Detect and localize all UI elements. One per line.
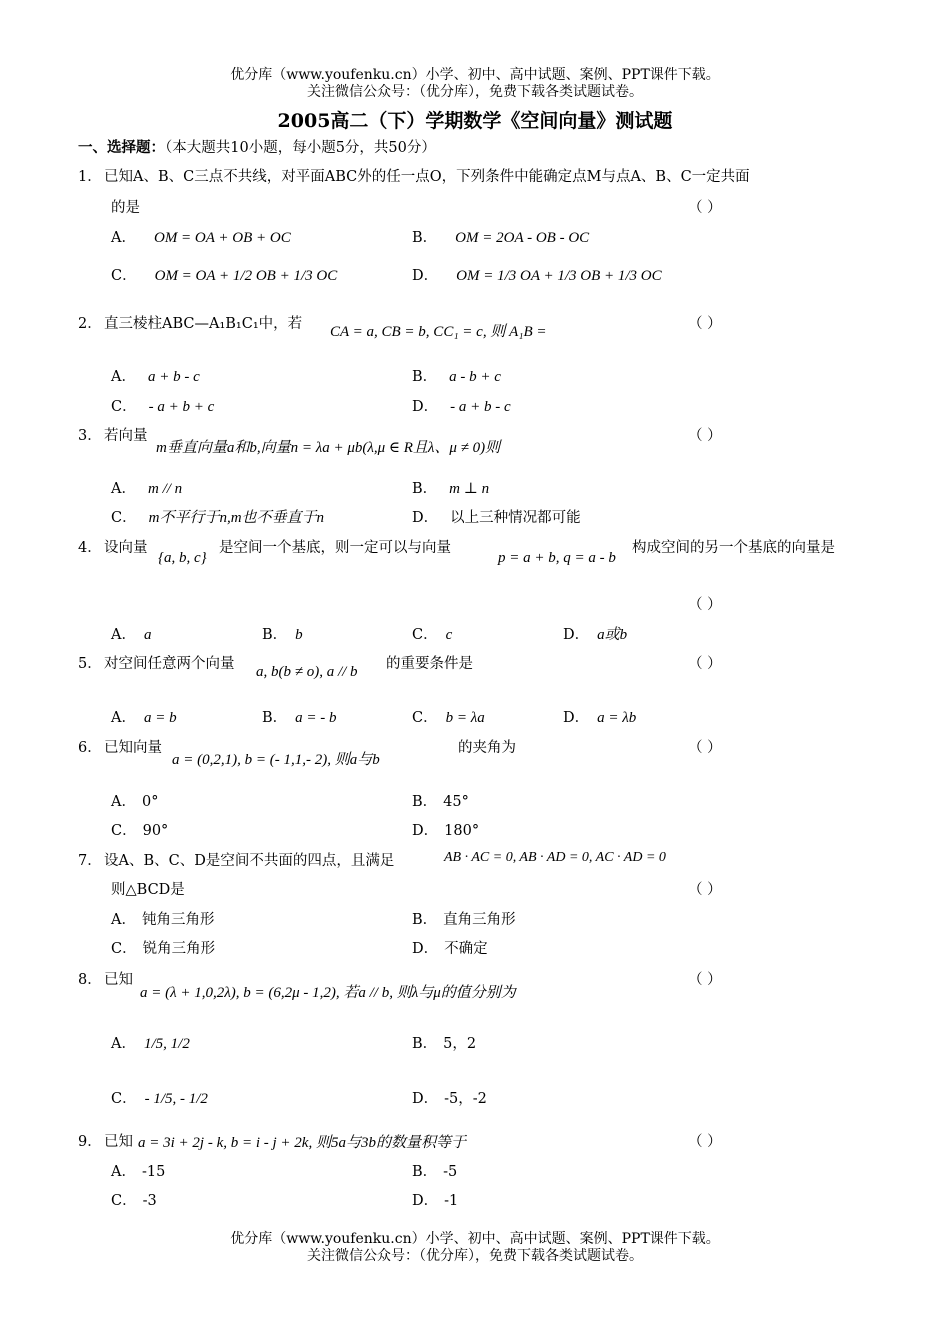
footer-line-2: 关注微信公众号：（优分库），免费下载各类试题试卷。 <box>307 1248 643 1264</box>
option-b-text: 5，2 <box>443 1036 477 1052</box>
option-b-text: 45° <box>443 794 469 810</box>
option-c: C． m不平行于n,m也不垂直于n <box>111 510 325 526</box>
option-c-text: 90° <box>142 823 169 839</box>
question-math: m垂直向量a和b,向量n = λa + μb(λ,μ ∈ R且λ、μ ≠ 0)则 <box>156 440 501 456</box>
option-c-math: - 1/5, - 1/2 <box>144 1091 208 1107</box>
answer-paren: （ ） <box>688 200 722 216</box>
answer-paren: （ ） <box>688 882 722 898</box>
option-c-math: m不平行于n,m也不垂直于n <box>148 510 325 526</box>
option-d-text: 180° <box>444 823 480 839</box>
option-b: B． -5 <box>412 1164 458 1180</box>
answer-paren: （ ） <box>688 740 722 756</box>
option-c-math: - a + b + c <box>148 399 215 415</box>
question-stem: 设向量 <box>104 540 148 556</box>
option-d: D． 180° <box>412 823 480 839</box>
option-a: A． OM = OA + OB + OC <box>111 230 291 246</box>
question-stem: 已知 <box>104 972 133 988</box>
option-c: C． 90° <box>111 823 169 839</box>
option-c-text: 锐角三角形 <box>142 941 216 957</box>
question-number: 6． <box>78 740 102 756</box>
section-note: （本大题共10小题，每小题5分，共50分） <box>165 140 436 156</box>
option-c-text: -3 <box>142 1193 157 1209</box>
question-math-1: {a, b, c} <box>158 550 207 566</box>
option-b-math: OM = 2OA - OB - OC <box>455 230 590 246</box>
option-d: D． -1 <box>412 1193 459 1209</box>
question-stem: 已知向量 <box>104 740 162 756</box>
footer-line-1: 优分库（www.youfenku.cn）小学、初中、高中试题、案例、PPT课件下载。 <box>230 1231 720 1247</box>
question-stem-cont: 的是 <box>111 200 140 216</box>
question-math: a = 3i + 2j - k, b = i - j + 2k, 则5a与3b的数量积等于 <box>138 1135 466 1151</box>
option-a: A． a = b <box>111 710 177 726</box>
answer-paren: （ ） <box>688 656 722 672</box>
option-a-math: 1/5, 1/2 <box>143 1036 190 1052</box>
option-c: C． OM = OA + 1/2 OB + 1/3 OC <box>111 268 338 284</box>
option-d-text: -1 <box>444 1193 459 1209</box>
option-a-math: a = b <box>143 710 177 726</box>
option-c-math: c <box>445 627 453 643</box>
question-stem: 设A、B、C、D是空间不共面的四点，且满足 <box>104 853 395 869</box>
question-stem-mid: 是空间一个基底，则一定可以与向量 <box>219 540 451 556</box>
question-math: a, b(b ≠ o), a // b <box>256 664 358 680</box>
question-number: 5． <box>78 656 102 672</box>
answer-paren: （ ） <box>688 1134 722 1150</box>
option-c: C． b = λa <box>412 710 485 726</box>
question-stem: 已知A、B、C三点不共线，对平面ABC外的任一点O，下列条件中能确定点M与点A、B、C一定共面 <box>104 169 750 185</box>
question-stem: 对空间任意两个向量 <box>104 656 235 672</box>
option-c: C． 锐角三角形 <box>111 941 216 957</box>
header-line-1: 优分库（www.youfenku.cn）小学、初中、高中试题、案例、PPT课件下载。 <box>230 67 720 83</box>
option-c-math: OM = OA + 1/2 OB + 1/3 OC <box>154 268 338 284</box>
answer-paren: （ ） <box>688 972 722 988</box>
question-math: CA = a, CB = b, CC₁ = c, 则 A₁B = <box>330 324 547 340</box>
option-a-math: a + b - c <box>147 369 200 385</box>
option-b-text: 直角三角形 <box>443 912 516 928</box>
question-number: 1． <box>78 169 102 185</box>
option-b: B． 直角三角形 <box>412 912 516 928</box>
option-b: B． OM = 2OA - OB - OC <box>412 230 590 246</box>
option-a-math: m // n <box>147 481 183 497</box>
question-stem-end: 的夹角为 <box>458 740 516 756</box>
option-b-math: m ⊥ n <box>449 481 490 497</box>
option-d: D． -5，-2 <box>412 1091 487 1107</box>
question-math: AB · AC = 0, AB · AD = 0, AC · AD = 0 <box>444 850 666 865</box>
option-c: C． c <box>412 627 453 643</box>
answer-paren: （ ） <box>688 428 722 444</box>
question-stem-cont: 则△BCD是 <box>111 882 185 898</box>
question-number: 4． <box>78 540 102 556</box>
option-d-text: 以上三种情况都可能 <box>450 510 581 526</box>
question-number: 9． <box>78 1134 102 1150</box>
option-d-text: 不确定 <box>444 941 488 957</box>
option-d: D． - a + b - c <box>412 399 511 415</box>
question-stem: 已知 <box>104 1134 133 1150</box>
option-a: A． a <box>111 627 152 643</box>
answer-paren: （ ） <box>688 316 722 332</box>
option-d-math: a或b <box>597 627 628 643</box>
option-a-text: 0° <box>141 794 159 810</box>
question-stem-end: 构成空间的另一个基底的向量是 <box>632 540 835 556</box>
section-heading <box>78 136 436 157</box>
section-label: 一、选择题： <box>78 139 165 156</box>
option-d: D． OM = 1/3 OA + 1/3 OB + 1/3 OC <box>412 268 662 284</box>
option-a-math: OM = OA + OB + OC <box>153 230 291 246</box>
question-stem: 直三棱柱ABC—A₁B₁C₁中，若 <box>104 316 303 332</box>
option-a-math: a <box>143 627 152 643</box>
option-b: B． m ⊥ n <box>412 481 490 497</box>
question-math-2: p = a + b, q = a - b <box>498 550 616 566</box>
option-b: B． 45° <box>412 794 469 810</box>
option-d-text: -5，-2 <box>444 1091 487 1107</box>
option-d: D． 不确定 <box>412 941 488 957</box>
option-b-math: a - b + c <box>449 369 501 385</box>
option-d: D． a = λb <box>563 710 637 726</box>
option-a-text: -15 <box>141 1164 166 1180</box>
header-line-2: 关注微信公众号：（优分库），免费下载各类试题试卷。 <box>307 84 643 100</box>
option-b: B． 5，2 <box>412 1036 477 1052</box>
question-stem-end: 的重要条件是 <box>386 656 473 672</box>
option-a: A． 钝角三角形 <box>111 912 215 928</box>
option-b: B． a - b + c <box>412 369 501 385</box>
question-number: 2． <box>78 316 102 332</box>
option-a: A． -15 <box>111 1164 166 1180</box>
option-c: C． - a + b + c <box>111 399 215 415</box>
option-d-math: - a + b - c <box>450 399 511 415</box>
option-a: A． 1/5, 1/2 <box>111 1036 190 1052</box>
option-a-text: 钝角三角形 <box>141 912 215 928</box>
question-stem: 若向量 <box>104 428 148 444</box>
option-d-math: a = λb <box>597 710 637 726</box>
question-number: 7． <box>78 853 102 869</box>
option-d: D． a或b <box>563 627 628 643</box>
page-title: 2005高二（下）学期数学《空间向量》测试题 <box>277 110 673 132</box>
option-a: A． m // n <box>111 481 183 497</box>
option-a: A． a + b - c <box>111 369 200 385</box>
question-number: 3． <box>78 428 102 444</box>
option-b-text: -5 <box>443 1164 458 1180</box>
answer-paren: （ ） <box>688 597 722 613</box>
option-a: A． 0° <box>111 794 159 810</box>
option-c: C． -3 <box>111 1193 157 1209</box>
option-b-math: b <box>295 627 303 643</box>
option-c-math: b = λa <box>445 710 485 726</box>
question-math: a = (0,2,1), b = (- 1,1,- 2), 则a与b <box>172 752 380 768</box>
option-c: C． - 1/5, - 1/2 <box>111 1091 208 1107</box>
option-d-math: OM = 1/3 OA + 1/3 OB + 1/3 OC <box>456 268 662 284</box>
question-number: 8． <box>78 972 102 988</box>
option-b: B． b <box>262 627 303 643</box>
question-math: a = (λ + 1,0,2λ), b = (6,2μ - 1,2), 若a // b, 则λ与μ的值分别为 <box>140 985 516 1001</box>
option-d: D． 以上三种情况都可能 <box>412 510 581 526</box>
option-b-math: a = - b <box>295 710 337 726</box>
option-b: B． a = - b <box>262 710 337 726</box>
